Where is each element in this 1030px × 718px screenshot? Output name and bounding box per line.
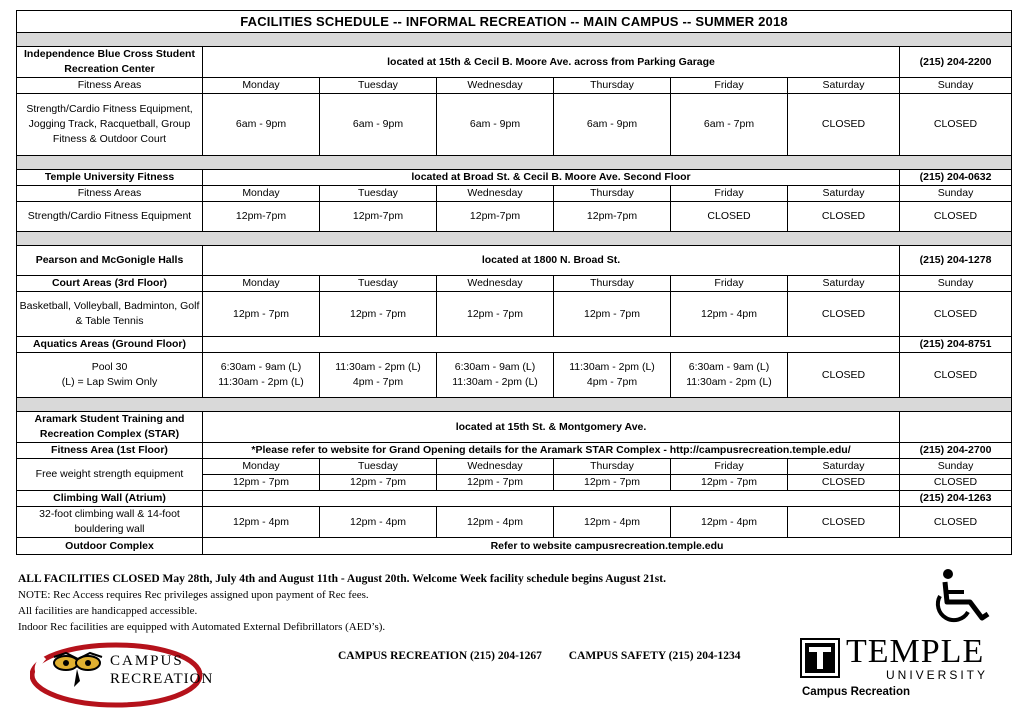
day-header: Friday	[671, 276, 788, 292]
note-rec-access: NOTE: Rec Access requires Rec privileges assigned upon payment of Rec fees.	[18, 589, 369, 601]
facility-name-irc: Independence Blue Cross Student Recreation Center	[17, 47, 203, 78]
day-header: Wednesday	[437, 186, 554, 202]
hours-cell: CLOSED	[788, 507, 900, 538]
hours-cell: CLOSED	[788, 94, 900, 156]
hours-cell: CLOSED	[788, 292, 900, 337]
hours-line: 11:30am - 2pm (L)	[218, 376, 304, 388]
hours-cell	[320, 353, 437, 398]
day-header: Sunday	[900, 186, 1012, 202]
day-header: Friday	[671, 78, 788, 94]
facility-name-tuf: Temple University Fitness	[17, 170, 203, 186]
hours-cell: 12pm - 4pm	[671, 507, 788, 538]
separator-row	[17, 33, 1012, 47]
separator-row	[17, 232, 1012, 246]
day-header: Monday	[203, 78, 320, 94]
closure-notice: ALL FACILITIES CLOSED May 28th, July 4th and August 11th - August 20th. Welcome Week facility schedule begins August 21st.	[18, 573, 666, 585]
hours-cell: CLOSED	[900, 507, 1012, 538]
day-header: Sunday	[900, 459, 1012, 475]
area-label-climbing: Climbing Wall (Atrium)	[17, 491, 203, 507]
campus-rec-phone: CAMPUS RECREATION (215) 204-1267	[338, 650, 542, 662]
separator-row	[17, 156, 1012, 170]
facility-name-star: Aramark Student Training and Recreation Complex (STAR)	[17, 412, 203, 443]
hours-cell	[203, 353, 320, 398]
hours-line: 11:30am - 2pm (L)	[335, 361, 421, 373]
day-header: Tuesday	[320, 459, 437, 475]
day-header: Saturday	[788, 276, 900, 292]
facility-phone-climbing: (215) 204-1263	[900, 491, 1012, 507]
day-header: Thursday	[554, 186, 671, 202]
hours-line: 6:30am - 9am (L)	[220, 361, 302, 373]
activities-irc: Strength/Cardio Fitness Equipment, Jogging Track, Racquetball, Group Fitness & Outdoor Court	[17, 94, 203, 156]
day-header: Saturday	[788, 186, 900, 202]
campus-recreation-logo	[30, 637, 220, 709]
logo-temple: TEMPLE	[846, 633, 985, 670]
schedule-title: FACILITIES SCHEDULE -- INFORMAL RECREATION -- MAIN CAMPUS -- SUMMER 2018	[17, 11, 1012, 33]
hours-line: 6:30am - 9am (L)	[454, 361, 536, 373]
hours-cell: 12pm-7pm	[554, 202, 671, 232]
hours-cell: CLOSED	[900, 292, 1012, 337]
area-label-tuf: Fitness Areas	[17, 186, 203, 202]
hours-cell	[437, 353, 554, 398]
day-header: Saturday	[788, 459, 900, 475]
day-header: Saturday	[788, 78, 900, 94]
temple-university-logo	[800, 634, 1010, 708]
day-header: Thursday	[554, 459, 671, 475]
hours-cell: 6am - 9pm	[203, 94, 320, 156]
hours-line: 11:30am - 2pm (L)	[686, 376, 772, 388]
activities-court: Basketball, Volleyball, Badminton, Golf & Table Tennis	[17, 292, 203, 337]
activities-pool	[17, 353, 203, 398]
hours-cell: 12pm - 4pm	[437, 507, 554, 538]
facility-phone-pearson: (215) 204-1278	[900, 246, 1012, 276]
activities-tuf: Strength/Cardio Fitness Equipment	[17, 202, 203, 232]
hours-cell: 12pm - 4pm	[320, 507, 437, 538]
day-header: Monday	[203, 459, 320, 475]
hours-cell: CLOSED	[671, 202, 788, 232]
note-accessible: All facilities are handicapped accessible.	[18, 605, 198, 617]
note-aed: Indoor Rec facilities are equipped with Automated External Defibrillators (AED’s).	[18, 621, 386, 633]
hours-cell	[671, 353, 788, 398]
logo-line1: CAMPUS	[110, 653, 184, 669]
day-header: Tuesday	[320, 78, 437, 94]
wheelchair-icon	[930, 568, 1002, 626]
hours-cell: 6am - 9pm	[554, 94, 671, 156]
hours-line: 11:30am - 2pm (L)	[569, 361, 655, 373]
hours-cell: 12pm - 7pm	[320, 292, 437, 337]
temple-t-icon	[800, 638, 840, 678]
day-header: Thursday	[554, 78, 671, 94]
hours-line: 11:30am - 2pm (L)	[452, 376, 538, 388]
hours-cell: 12pm - 7pm	[671, 475, 788, 491]
day-header: Monday	[203, 276, 320, 292]
day-header: Tuesday	[320, 276, 437, 292]
facility-name-outdoor: Outdoor Complex	[17, 538, 203, 555]
logo-line2: RECREATION	[110, 671, 214, 687]
hours-cell: CLOSED	[788, 353, 900, 398]
hours-line: 4pm - 7pm	[352, 376, 404, 388]
hours-cell: CLOSED	[900, 94, 1012, 156]
day-header: Friday	[671, 459, 788, 475]
hours-cell	[554, 353, 671, 398]
hours-cell: 6am - 7pm	[671, 94, 788, 156]
facility-phone-aquatics: (215) 204-8751	[900, 337, 1012, 353]
hours-cell: 12pm - 7pm	[320, 475, 437, 491]
area-label-star-fitness: Fitness Area (1st Floor)	[17, 443, 203, 459]
climbing-blank	[203, 491, 900, 507]
footer-notes	[18, 571, 1008, 635]
outdoor-note: Refer to website campusrecreation.temple.edu	[203, 538, 1012, 555]
facility-phone-tuf: (215) 204-0632	[900, 170, 1012, 186]
hours-cell: 12pm-7pm	[203, 202, 320, 232]
hours-cell: 6am - 9pm	[320, 94, 437, 156]
facility-location-pearson: located at 1800 N. Broad St.	[203, 246, 900, 276]
hours-cell: 12pm-7pm	[437, 202, 554, 232]
logo-campus-recreation: Campus Recreation	[802, 686, 911, 698]
facility-name-pearson: Pearson and McGonigle Halls	[17, 246, 203, 276]
facility-location-tuf: located at Broad St. & Cecil B. Moore Ave. Second Floor	[203, 170, 900, 186]
area-label-aquatics: Aquatics Areas (Ground Floor)	[17, 337, 203, 353]
activities-climbing: 32-foot climbing wall & 14-foot bouldering wall	[17, 507, 203, 538]
facilities-schedule-table	[16, 10, 1012, 555]
hours-cell: 12pm - 7pm	[203, 292, 320, 337]
separator-row	[17, 398, 1012, 412]
day-header: Friday	[671, 186, 788, 202]
hours-cell: 12pm - 4pm	[671, 292, 788, 337]
hours-cell: 12pm - 4pm	[203, 507, 320, 538]
hours-cell: 12pm - 7pm	[437, 475, 554, 491]
pool-legend: (L) = Lap Swim Only	[61, 376, 158, 388]
campus-safety-phone: CAMPUS SAFETY (215) 204-1234	[568, 650, 741, 662]
day-header: Sunday	[900, 78, 1012, 94]
area-label-irc: Fitness Areas	[17, 78, 203, 94]
star-phone-blank	[900, 412, 1012, 443]
facility-location-star: located at 15th St. & Montgomery Ave.	[203, 412, 900, 443]
hours-cell: 12pm - 7pm	[554, 292, 671, 337]
day-header: Wednesday	[437, 276, 554, 292]
facility-location-irc: located at 15th & Cecil B. Moore Ave. across from Parking Garage	[203, 47, 900, 78]
day-header: Wednesday	[437, 459, 554, 475]
day-header: Tuesday	[320, 186, 437, 202]
logo-university: UNIVERSITY	[886, 668, 989, 682]
contact-line	[338, 650, 765, 662]
hours-line: 4pm - 7pm	[586, 376, 638, 388]
day-header: Monday	[203, 186, 320, 202]
hours-cell: 12pm - 7pm	[437, 292, 554, 337]
aquatics-blank	[203, 337, 900, 353]
hours-cell: 6am - 9pm	[437, 94, 554, 156]
hours-cell: 12pm-7pm	[320, 202, 437, 232]
day-header: Wednesday	[437, 78, 554, 94]
hours-cell: 12pm - 7pm	[203, 475, 320, 491]
area-label-court: Court Areas (3rd Floor)	[17, 276, 203, 292]
facility-phone-irc: (215) 204-2200	[900, 47, 1012, 78]
hours-cell: 12pm - 4pm	[554, 507, 671, 538]
day-header: Sunday	[900, 276, 1012, 292]
hours-cell: CLOSED	[900, 353, 1012, 398]
pool-name: Pool 30	[91, 361, 128, 373]
facility-phone-star: (215) 204-2700	[900, 443, 1012, 459]
grand-opening-note: *Please refer to website for Grand Opening details for the Aramark STAR Complex - http://campusrecreation.temple.edu/	[203, 443, 900, 459]
hours-cell: CLOSED	[900, 202, 1012, 232]
hours-cell: CLOSED	[900, 475, 1012, 491]
day-header: Thursday	[554, 276, 671, 292]
hours-cell: 12pm - 7pm	[554, 475, 671, 491]
hours-cell: CLOSED	[788, 475, 900, 491]
hours-cell: CLOSED	[788, 202, 900, 232]
activities-star-fitness: Free weight strength equipment	[17, 459, 203, 491]
hours-line: 6:30am - 9am (L)	[688, 361, 770, 373]
